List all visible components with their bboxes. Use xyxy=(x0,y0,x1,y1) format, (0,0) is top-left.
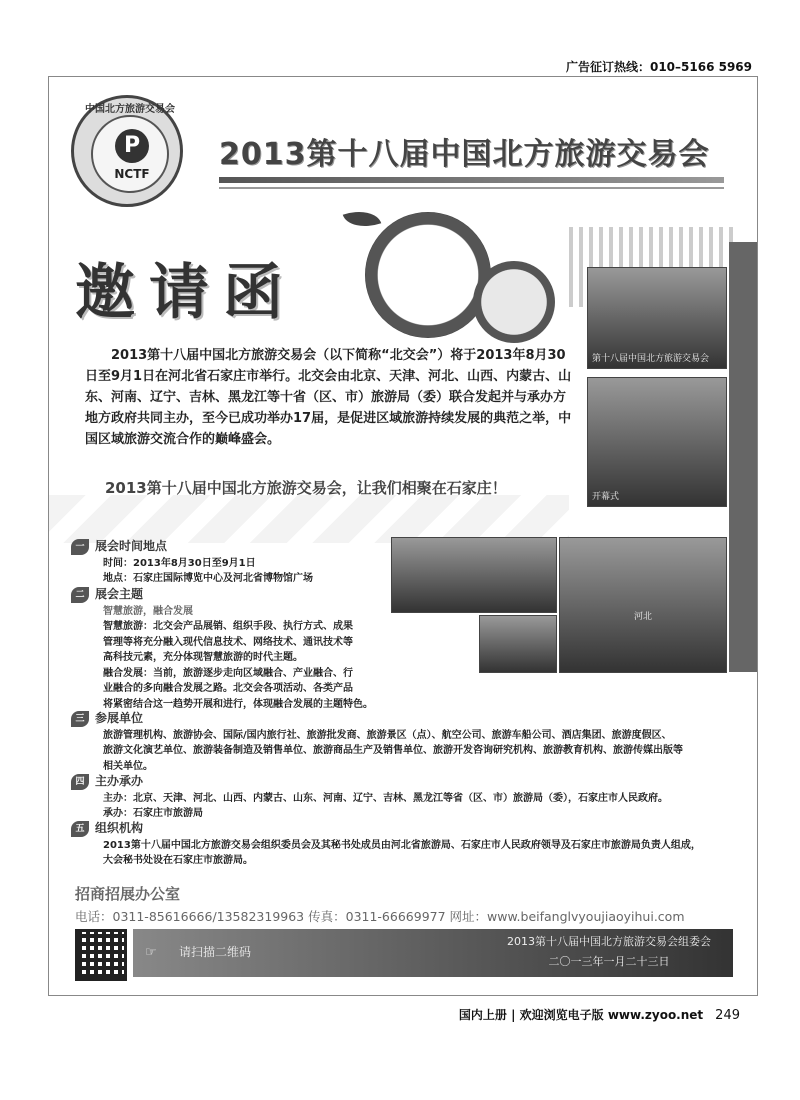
qr-code[interactable] xyxy=(75,929,127,981)
footer-text: 国内上册 | 欢迎浏览电子版 www.zyoo.net xyxy=(458,1008,704,1022)
hand-pointer-icon: ☞ xyxy=(145,945,157,960)
section-line: 大会秘书处设在石家庄市旅游局。 xyxy=(103,855,253,866)
organizer-name: 2013第十八届中国北方旅游交易会组委会 xyxy=(507,935,711,948)
section-line: 业融合的多向融合发展之路。北交会各项活动、各类产品 xyxy=(103,683,353,694)
section-line: 融合发展：当前，旅游逐步走向区域融合、产业融合、行 xyxy=(103,667,353,679)
invitation-heading: 邀请函 xyxy=(75,258,297,328)
photo-caption: 开幕式 xyxy=(592,492,620,502)
nctf-seal-logo xyxy=(71,95,183,207)
section-line: 智慧旅游：北交会产品展销、组织手段、执行方式、成果 xyxy=(103,621,353,632)
section-line: 旅游管理机构、旅游协会、国际/国内旅行社、旅游批发商、旅游景区（点）、航空公司、旅游车船公司、酒店集团、旅游度假区、 xyxy=(103,729,672,741)
section-line: 高科技元素，充分体现智慧旅游的时代主题。 xyxy=(103,652,303,663)
contact-info: 电话：0311-85616666/13582319963 传真：0311-66669977 网址：www.beifanglvyoujiaoyihui.com xyxy=(75,909,685,924)
section-line: 管理等将充分融入现代信息技术、网络技术、通讯技术等 xyxy=(103,636,353,648)
section-organization xyxy=(71,821,741,869)
section-title: 主办承办 xyxy=(95,774,144,789)
section-number: 五 xyxy=(71,821,89,837)
title-divider xyxy=(219,177,724,183)
advertisement-frame xyxy=(48,76,758,996)
contact-title: 招商招展办公室 xyxy=(75,885,181,903)
section-line: 时间：2013年8月30日至9月1日 xyxy=(103,557,256,569)
scan-instruction: 请扫描二维码 xyxy=(179,945,252,959)
section-line: 地点：石家庄国际博览中心及河北省博物馆广场 xyxy=(103,573,313,584)
logo-emblem-icon: P xyxy=(115,129,149,163)
booth-photo-hebei xyxy=(559,537,727,673)
section-title: 参展单位 xyxy=(95,711,144,726)
decorative-circle-large xyxy=(365,212,491,338)
page-title: 2013第十八届中国北方旅游交易会 xyxy=(219,137,710,172)
leaf-decoration-icon xyxy=(343,204,382,234)
section-organizers xyxy=(71,774,741,822)
page-footer xyxy=(459,1006,740,1023)
seal-ring-text: 中国北方旅游交易会 xyxy=(85,104,175,115)
page-number: 249 xyxy=(715,1008,740,1023)
photo-caption: 河北 xyxy=(633,612,652,622)
side-decoration-bar xyxy=(729,242,758,672)
booth-photo-3 xyxy=(479,615,557,673)
section-line: 主办：北京、天津、河北、山西、内蒙古、山东、河南、辽宁、吉林、黑龙江等省（区、市）旅游局（委），石家庄市人民政府。 xyxy=(103,792,668,804)
section-title: 展会时间地点 xyxy=(95,539,168,554)
section-exhibitors xyxy=(71,711,741,774)
section-number: 二 xyxy=(71,587,89,603)
section-line: 将紧密结合这一趋势开展和进行，体现融合发展的主题特色。 xyxy=(103,698,373,710)
section-line: 承办：石家庄市旅游局 xyxy=(103,808,203,819)
section-time-place xyxy=(71,539,391,587)
organizer-date: 二〇一三年一月二十三日 xyxy=(548,955,670,968)
intro-paragraph: 2013第十八届中国北方旅游交易会（以下简称“北交会”）将于2013年8月30日至9月1日在河北省石家庄市举行。北交会由北京、天津、河北、山西、内蒙古、山东、河南、辽宁、吉林、黑龙江等十省（区、市）旅游局（委）联合发起并与承办方地方政府共同主办，至今已成功举办17届，是促进区域旅游持续发展的典范之举，中国区域旅游交流合作的巅峰盛会。 xyxy=(85,348,572,447)
section-theme xyxy=(71,587,391,712)
booth-photo-1 xyxy=(391,537,557,613)
photo-caption: 第十八届中国北方旅游交易会 xyxy=(592,354,710,364)
section-line: 2013第十八届中国北方旅游交易会组织委员会及其秘书处成员由河北省旅游局、石家庄市人民政府领导及石家庄市旅游局负责人组成， xyxy=(103,839,701,851)
decorative-band xyxy=(49,495,569,543)
section-line: 相关单位。 xyxy=(103,760,153,772)
slogan: 2013第十八届中国北方旅游交易会，让我们相聚在石家庄！ xyxy=(105,479,507,497)
decorative-circle-small xyxy=(473,261,555,343)
section-title: 展会主题 xyxy=(95,587,144,602)
ad-hotline: 广告征订热线：010–5166 5969 xyxy=(565,60,752,74)
section-line: 旅游文化演艺单位、旅游装备制造及销售单位、旅游商品生产及销售单位、旅游开发咨询研究机构、旅游教育机构、旅游传媒出版等 xyxy=(103,745,683,756)
venue-photo-opening xyxy=(587,377,727,507)
seal-logo-text: NCTF xyxy=(114,167,150,181)
venue-photo-pavilion xyxy=(587,267,727,369)
section-number: 四 xyxy=(71,774,89,790)
section-number: 一 xyxy=(71,539,89,555)
section-subtitle: 智慧旅游，融合发展 xyxy=(103,605,193,617)
section-number: 三 xyxy=(71,711,89,727)
title-divider-thin xyxy=(219,187,724,189)
section-title: 组织机构 xyxy=(95,821,144,836)
